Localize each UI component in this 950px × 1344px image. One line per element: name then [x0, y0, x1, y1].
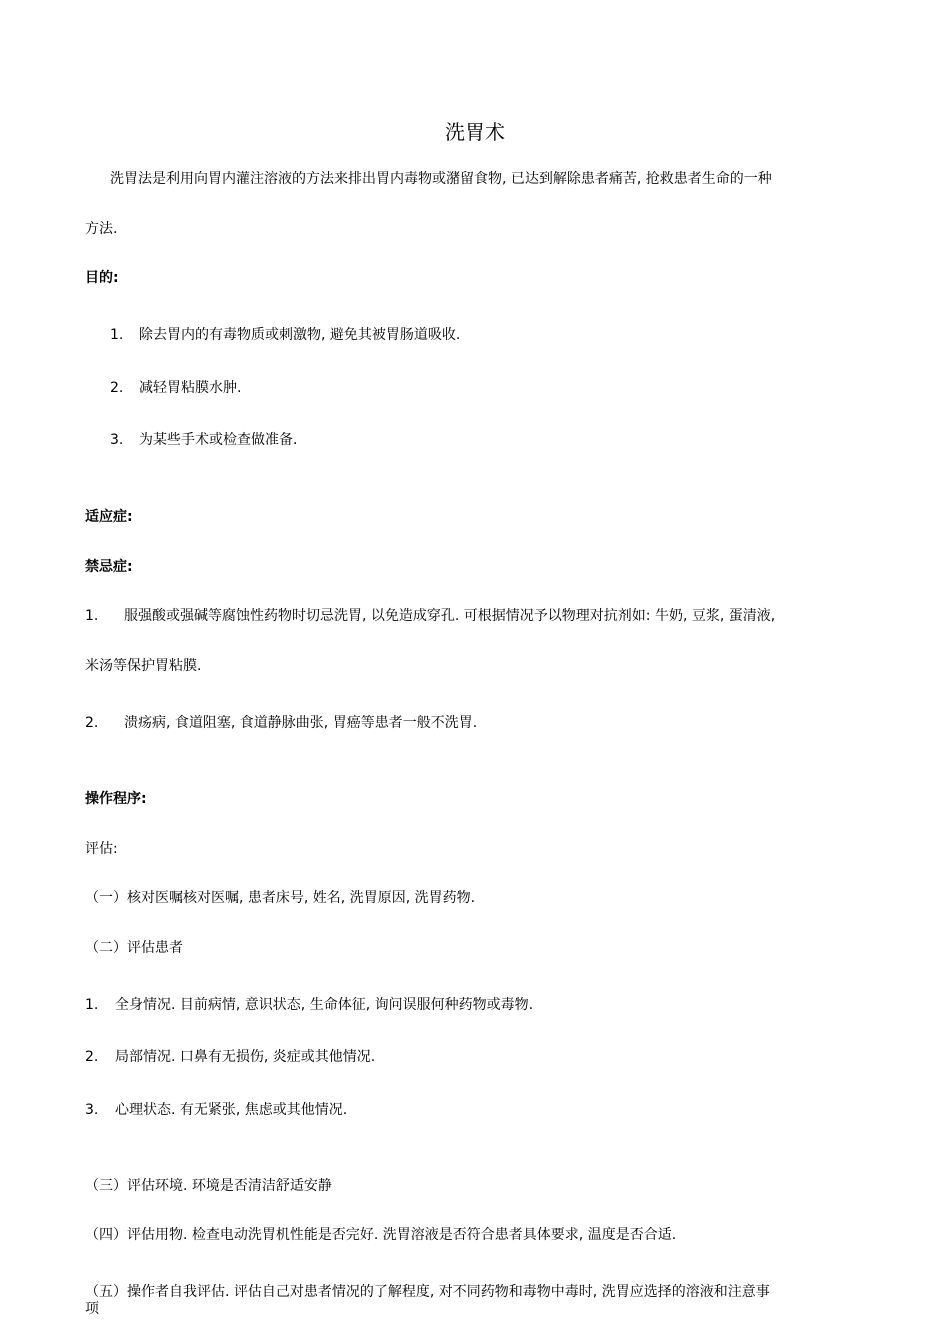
contraindication-item-num: 1. — [85, 608, 99, 624]
purpose-item-num: 3. — [110, 432, 124, 448]
contraindications-heading: 禁忌症: — [85, 559, 133, 575]
contraindication-item-line1: 溃疡病, 食道阻塞, 食道静脉曲张, 胃癌等患者一般不洗胃. — [124, 715, 478, 731]
purpose-item-num: 1. — [110, 327, 124, 343]
purpose-item-text: 除去胃内的有毒物质或刺激物, 避免其被胃肠道吸收. — [139, 327, 461, 343]
procedure-heading: 操作程序: — [85, 791, 147, 807]
patient-item-num: 1. — [85, 997, 99, 1013]
contraindication-item-line1: 服强酸或强碱等腐蚀性药物时切忌洗胃, 以免造成穿孔. 可根据情况予以物理对抗剂如: 牛奶, 豆浆, 蛋清液, — [124, 608, 776, 624]
procedure-step-4: （四）评估用物. 检查电动洗胃机性能是否完好. 洗胃溶液是否符合患者具体要求, 温度是否合适. — [85, 1227, 677, 1243]
contraindication-item-num: 2. — [85, 715, 99, 731]
document-title: 洗胃术 — [445, 120, 505, 144]
purpose-item-text: 减轻胃粘膜水肿. — [139, 380, 242, 396]
patient-item-num: 3. — [85, 1102, 99, 1118]
contraindication-item-line2: 米汤等保护胃粘膜. — [85, 658, 202, 674]
patient-item-text: 心理状态. 有无紧张, 焦虑或其他情况. — [115, 1102, 348, 1118]
assess-label: 评估: — [85, 841, 118, 857]
purpose-heading: 目的: — [85, 270, 119, 286]
patient-item-num: 2. — [85, 1049, 99, 1065]
intro-line-1: 洗胃法是利用向胃内灌注溶液的方法来排出胃内毒物或潴留食物, 已达到解除患者痛苦, 抢救患者生命的一种 — [110, 171, 772, 187]
procedure-step-2: （二）评估患者 — [85, 940, 183, 956]
procedure-step-1: （一）核对医嘱核对医嘱, 患者床号, 姓名, 洗胃原因, 洗胃药物. — [85, 890, 476, 906]
patient-item-text: 局部情况. 口鼻有无损伤, 炎症或其他情况. — [115, 1049, 376, 1065]
patient-item-text: 全身情况. 目前病情, 意识状态, 生命体征, 询问误服何种药物或毒物. — [115, 997, 534, 1013]
purpose-item-num: 2. — [110, 380, 124, 396]
intro-line-2: 方法. — [85, 221, 118, 237]
procedure-step-3: （三）评估环境. 环境是否清洁舒适安静 — [85, 1178, 332, 1194]
indications-heading: 适应症: — [85, 509, 133, 525]
procedure-step-5-line2: 项 — [85, 1301, 99, 1317]
purpose-item-text: 为某些手术或检查做准备. — [139, 432, 298, 448]
procedure-step-5-line1: （五）操作者自我评估. 评估自己对患者情况的了解程度, 对不同药物和毒物中毒时, 洗胃应选择的溶液和注意事 — [85, 1284, 770, 1300]
